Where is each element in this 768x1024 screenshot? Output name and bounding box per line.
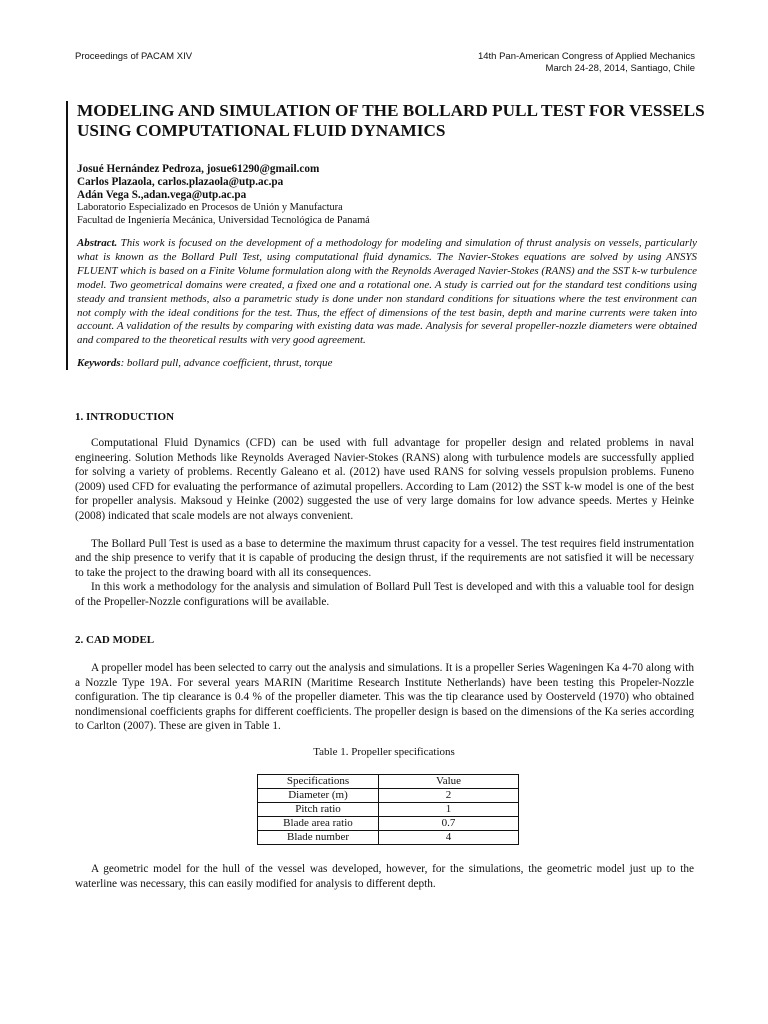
paper-title: MODELING AND SIMULATION OF THE BOLLARD PULL TEST FOR VESSELS USING COMPUTATIONAL FLUID DYNAMICS [77, 101, 705, 140]
running-header-left: Proceedings of PACAM XIV [75, 51, 193, 62]
author-list [77, 163, 709, 227]
keywords [77, 356, 709, 370]
table-cell: 2 [379, 789, 519, 803]
abstract [77, 237, 697, 348]
table-cell: 4 [379, 831, 519, 845]
table-row [258, 831, 519, 845]
table-row [258, 817, 519, 831]
cad-model-body [75, 661, 694, 734]
running-header-right [478, 51, 695, 75]
abstract-label: Abstract. [77, 237, 118, 249]
propeller-spec-table [257, 774, 519, 845]
section-heading-introduction: 1. INTRODUCTION [75, 411, 175, 423]
cad-paragraph-2: A geometric model for the hull of the vessel was developed, however, for the simulations, the geometric model just up to the waterline was necessary, this can easily modified for analysis to different depth. [75, 863, 694, 890]
intro-paragraph-2: The Bollard Pull Test is used as a base to determine the maximum thrust capacity for a vessel. The test requires field instrumentation and the ship presence to verify that it is capable of producing the design thrust, if the requirements are not satisfied it will be necessary to take the project to the drawing board with all its consequences. [75, 537, 694, 579]
author-3: Adán Vega S.,adan.vega@utp.ac.pa [77, 189, 247, 201]
conference-name: 14th Pan-American Congress of Applied Mechanics [477, 51, 695, 62]
abstract-text: This work is focused on the development of a methodology for modeling and simulation of thrust analysis on vessels, particularly what is known as the Bollard Pull Test, using computational fluid dynamics. The Navier-Stokes equations are solved by using ANSYS FLUENT which is based on a Finite Volume formulation along with the Reynolds Averaged Navier-Stokes (RANS) and the SST k-w turbulence model. Two geometrical domains were created, a fixed one and a rotational one. A study is carried out for the standard test conditions using steady and transient methods, also a parametric study is done under non standard conditions for situations where the test environment can not comply with the ideal conditions for the test. Thus, the effect of dimensions of the test basin, depth and marine currents were taken into account. A validation of the results by comparing with existing data was made. Analysis for several propeller-nozzle diameters were obtained and compared to the theoretical results with very good agreement. [77, 237, 697, 347]
table-cell: Blade number [258, 831, 379, 845]
table-cell: Pitch ratio [258, 803, 379, 817]
keywords-text: : bollard pull, advance coefficient, thrust, torque [120, 357, 333, 370]
table-cell: Diameter (m) [258, 789, 379, 803]
affiliation-2: Facultad de Ingeniería Mecánica, Universidad Tecnológica de Panamá [77, 214, 370, 226]
table-header-row [258, 775, 519, 789]
author-1: Josué Hernández Pedroza, josue61290@gmail.com [77, 163, 320, 175]
affiliation-1: Laboratorio Especializado en Procesos de Unión y Manufactura [77, 202, 343, 213]
table-caption: Table 1. Propeller specifications [313, 746, 455, 758]
introduction-body [75, 436, 694, 610]
table-row [258, 789, 519, 803]
title-block [66, 101, 709, 370]
section-heading-cad-model: 2. CAD MODEL [75, 634, 155, 646]
intro-paragraph-1: Computational Fluid Dynamics (CFD) can be used with full advantage for propeller design and related problems in naval engineering. Solution Methods like Reynolds Averaged Navier-Stokes (RANS) along with turbulence models are successfully applied for solving a variety of problems. Recently Galeano et al. (2012) have used RANS for solving vessels propulsion problems. Funeno (2009) used CFD for evaluating the performance of azimutal propellers. According to Lam (2012) the SST k-w model is one of the best for propeller analysis. Maksoud y Heinke (2002) suggested the use of very large domains for low advance speeds. Mertes y Heinke (2008) indicated that scale models are not always convenient. [75, 437, 694, 522]
keywords-label: Keywords [77, 357, 121, 370]
cad-paragraph-1: A propeller model has been selected to carry out the analysis and simulations. It is a propeller Series Wageningen Ka 4-70 along with a Nozzle Type 19A. For several years MARIN (Maritime Research Institute Netherlands) have been testing this Propeler-Nozzle configuration. The tip clearance is 0.4 % of the propeller diameter. This was the tip clearance used by Oosterveld (1970) who obtained nondimensional coefficients graphs for different coefficients. The propeller design is based on the dimensions of the Ka series according to Carlton (2007). These are given in Table 1. [75, 662, 694, 733]
table-header-cell: Value [379, 775, 519, 789]
table-cell: Blade area ratio [258, 817, 379, 831]
cad-model-body-continued [75, 862, 694, 891]
table-cell: 0.7 [379, 817, 519, 831]
author-2: Carlos Plazaola, carlos.plazaola@utp.ac.pa [77, 176, 284, 188]
table-row [258, 803, 519, 817]
intro-paragraph-3: In this work a methodology for the analysis and simulation of Bollard Pull Test is developed and with this a valuable tool for design of the Propeller-Nozzle configurations will be available. [75, 581, 694, 608]
conference-date-location: March 24-28, 2014, Santiago, Chile [545, 63, 695, 74]
table-cell: 1 [379, 803, 519, 817]
table-header-cell: Specifications [258, 775, 379, 789]
